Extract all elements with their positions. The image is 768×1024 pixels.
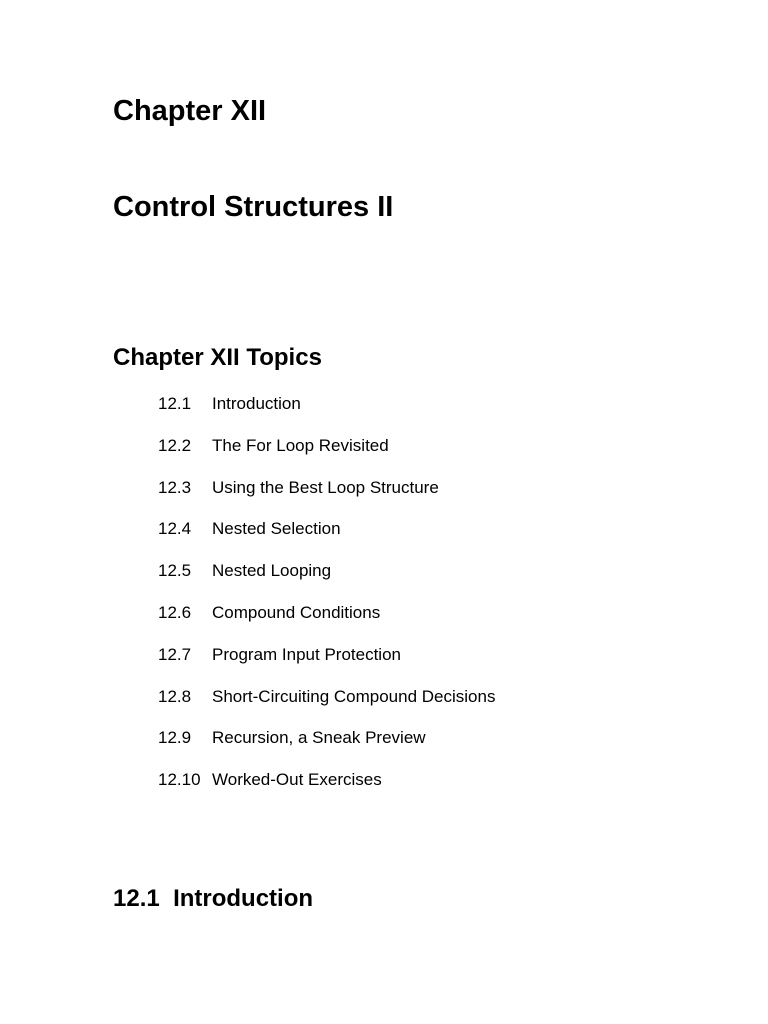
- topic-label: Recursion, a Sneak Preview: [212, 728, 426, 748]
- topic-label: Nested Selection: [212, 519, 341, 539]
- topic-item: [158, 686, 495, 728]
- chapter-title-heading: Control Structures II: [113, 191, 394, 223]
- topic-number: 12.1: [158, 394, 192, 413]
- topic-item: [158, 518, 495, 560]
- topic-item: [158, 477, 495, 519]
- topic-label: Worked-Out Exercises: [212, 770, 382, 790]
- topic-item: [158, 769, 495, 811]
- topic-number: 12.5: [158, 561, 192, 581]
- section-heading: [113, 884, 313, 914]
- section-title: Introduction: [173, 885, 314, 912]
- topics-heading: Chapter XII Topics: [113, 344, 322, 371]
- section-number: 12.1: [113, 885, 160, 912]
- topic-number: 12.3: [158, 477, 192, 497]
- topic-label: The For Loop Revisited: [212, 435, 389, 455]
- topic-item: [158, 727, 495, 769]
- chapter-number-heading: Chapter XII: [113, 95, 267, 127]
- topic-item: [158, 435, 495, 477]
- topic-item: [158, 560, 495, 602]
- topic-number: 12.9: [158, 728, 192, 748]
- topic-item: [158, 602, 495, 644]
- topic-number: 12.10: [158, 770, 201, 790]
- topic-label: Program Input Protection: [212, 644, 401, 664]
- topic-label: Introduction: [212, 394, 301, 413]
- topic-label: Using the Best Loop Structure: [212, 477, 439, 497]
- topics-list: [158, 393, 495, 811]
- topic-number: 12.8: [158, 686, 192, 706]
- topic-item: [158, 393, 495, 435]
- topic-label: Short-Circuiting Compound Decisions: [212, 686, 496, 706]
- topic-number: 12.7: [158, 644, 192, 664]
- topic-number: 12.6: [158, 602, 192, 622]
- topic-label: Nested Looping: [212, 561, 332, 581]
- topic-number: 12.2: [158, 435, 192, 455]
- topic-number: 12.4: [158, 519, 192, 539]
- topic-label: Compound Conditions: [212, 602, 381, 622]
- topic-item: [158, 644, 495, 686]
